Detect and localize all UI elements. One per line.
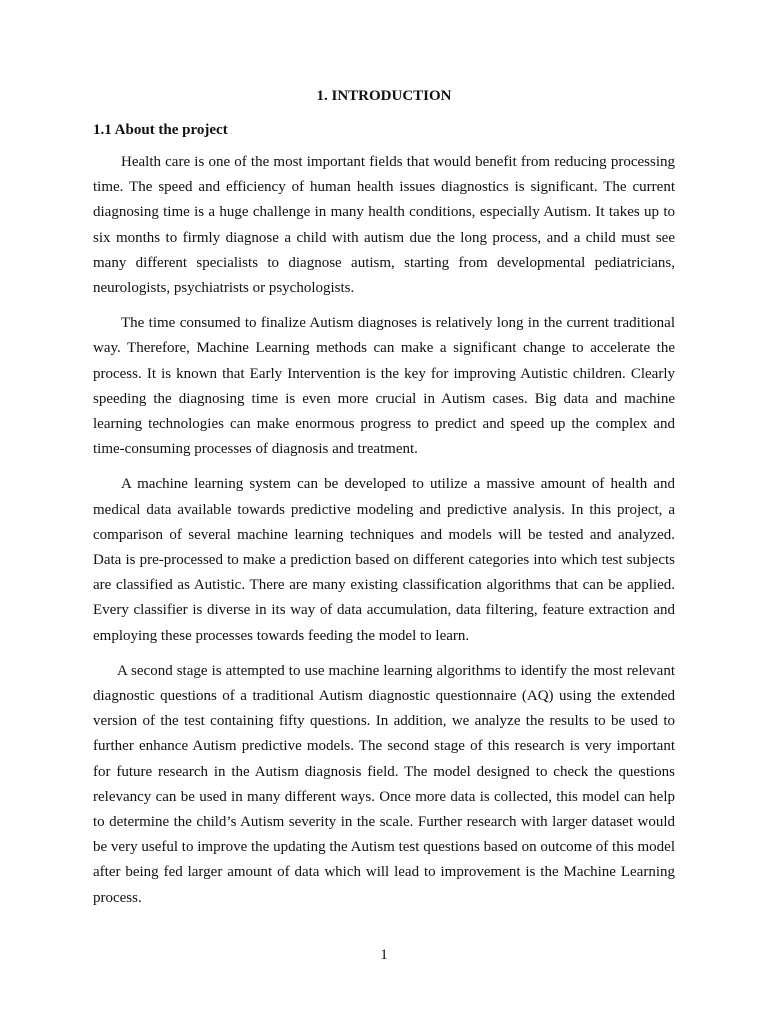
paragraph-3: A machine learning system can be developed to utilize a massive amount of health and medical data available towards predictive modeling and predictive analysis. In this project, a comparison of several machine learning techniques and models will be tested and analyzed. Data is pre-processed to make a prediction based on different categories into which test subjects are classified as Autistic. There are many existing classification algorithms that can be applied. Every classifier is diverse in its way of data accumulation, data filtering, feature extraction and employing these processes towards feeding the model to learn. [93,476,675,644]
paragraph-2: The time consumed to finalize Autism diagnoses is relatively long in the current traditional way. Therefore, Machine Learning methods can make a significant change to accelerate the process. It is known that Early Intervention is the key for improving Autistic children. Clearly speeding the diagnosing time is even more crucial in Autism cases. Big data and machine learning technologies can make enormous progress to predict and speed up the complex and time-consuming processes of diagnosis and treatment. [93,315,675,458]
page-number: 1 [380,947,388,963]
body-text [93,150,675,921]
paragraph-1: Health care is one of the most important fields that would benefit from reducing processing time. The speed and efficiency of human health issues diagnostics is significant. The current diagnosing time is a huge challenge in many health conditions, especially Autism. It takes up to six months to firmly diagnose a child with autism due the long process, and a child must see many different specialists to diagnose autism, starting from developmental pediatricians, neurologists, psychiatrists or psychologists. [93,154,675,297]
section-heading: 1.1 About the project [93,122,228,138]
chapter-title: 1. INTRODUCTION [316,88,452,104]
paragraph-4: A second stage is attempted to use machine learning algorithms to identify the most relevant diagnostic questions of a traditional Autism diagnostic questionnaire (AQ) using the extended version of the test containing fifty questions. In addition, we analyze the results to be used to further enhance Autism predictive models. The second stage of this research is very important for future research in the Autism diagnosis field. The model designed to check the questions relevancy can be used in many different ways. Once more data is collected, this model can help to determine the child’s Autism severity in the scale. Further research with larger dataset would be very useful to improve the updating the Autism test questions based on outcome of this model after being fed larger amount of data which will lead to improvement is the Machine Learning process. [93,662,675,906]
